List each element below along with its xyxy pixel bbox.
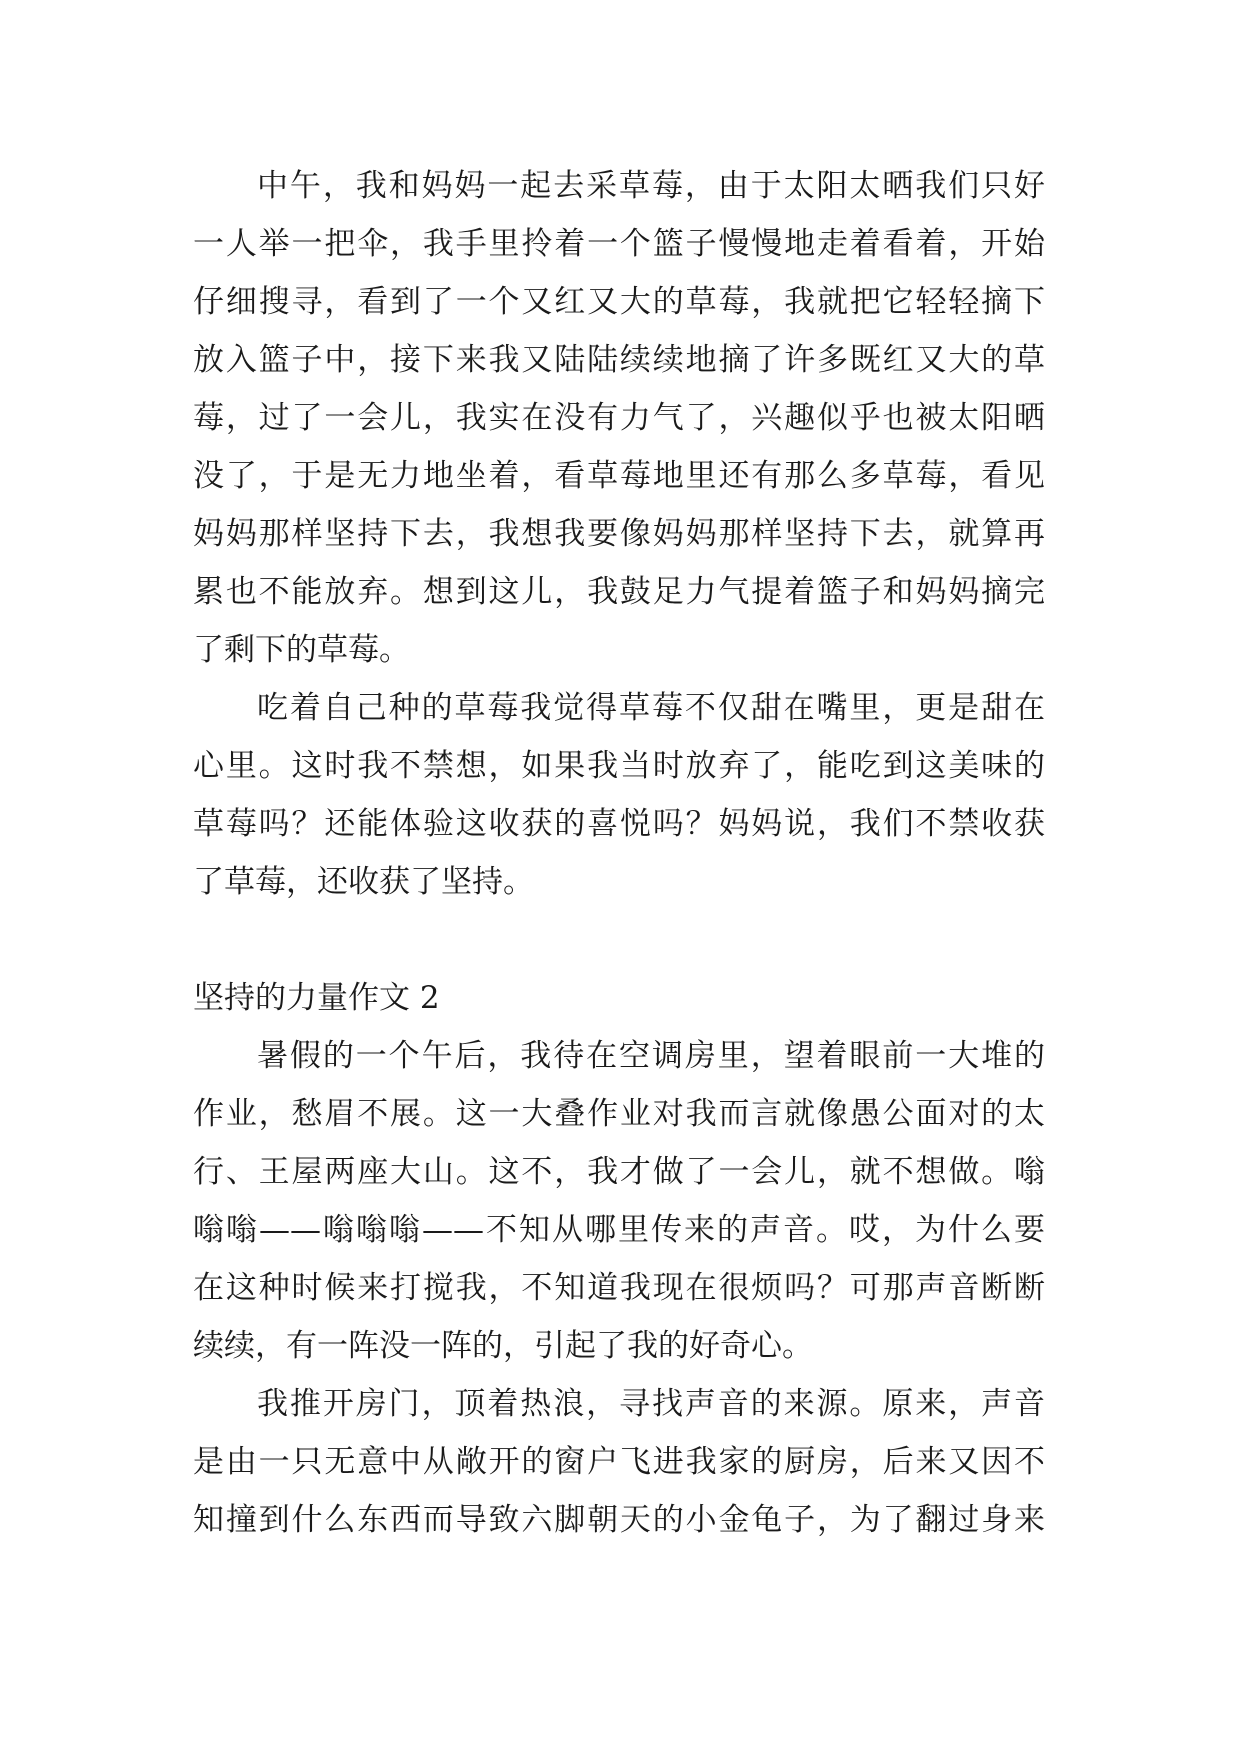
text-line: 草莓吗？还能体验这收获的喜悦吗？妈妈说，我们不禁收获 (193, 806, 1045, 842)
text-line: 放入篮子中，接下来我又陆陆续续地摘了许多既红又大的草 (193, 342, 1045, 378)
text-line: 续续，有一阵没一阵的，引起了我的好奇心。 (193, 1328, 813, 1364)
text-line: 知撞到什么东西而导致六脚朝天的小金龟子，为了翻过身来 (193, 1502, 1045, 1538)
text-line: 我推开房门，顶着热浪，寻找声音的来源。原来，声音 (257, 1386, 1045, 1422)
text-line: 一人举一把伞，我手里拎着一个篮子慢慢地走着看着，开始 (193, 226, 1045, 262)
text-line: 是由一只无意中从敞开的窗户飞进我家的厨房，后来又因不 (193, 1444, 1045, 1480)
text-line: 行、王屋两座大山。这不，我才做了一会儿，就不想做。嗡 (193, 1154, 1045, 1190)
text-line: 中午，我和妈妈一起去采草莓，由于太阳太晒我们只好 (257, 168, 1045, 204)
text-line: 嗡嗡——嗡嗡嗡——不知从哪里传来的声音。哎，为什么要 (193, 1212, 1045, 1248)
text-line: 作业，愁眉不展。这一大叠作业对我而言就像愚公面对的太 (193, 1096, 1045, 1132)
text-line: 没了，于是无力地坐着，看草莓地里还有那么多草莓，看见 (193, 458, 1045, 494)
text-line: 暑假的一个午后，我待在空调房里，望着眼前一大堆的 (257, 1038, 1045, 1074)
text-line: 莓，过了一会儿，我实在没有力气了，兴趣似乎也被太阳晒 (193, 400, 1045, 436)
text-line: 仔细搜寻，看到了一个又红又大的草莓，我就把它轻轻摘下 (193, 284, 1045, 320)
text-line: 了草莓，还收获了坚持。 (193, 864, 534, 900)
section-title: 坚持的力量作文 2 (193, 980, 440, 1016)
text-line: 累也不能放弃。想到这儿，我鼓足力气提着篮子和妈妈摘完 (193, 574, 1045, 610)
text-line: 妈妈那样坚持下去，我想我要像妈妈那样坚持下去，就算再 (193, 516, 1045, 552)
text-line: 吃着自己种的草莓我觉得草莓不仅甜在嘴里，更是甜在 (257, 690, 1045, 726)
text-line: 心里。这时我不禁想，如果我当时放弃了，能吃到这美味的 (193, 748, 1045, 784)
text-line: 了剩下的草莓。 (193, 632, 410, 668)
text-line: 在这种时候来打搅我，不知道我现在很烦吗？可那声音断断 (193, 1270, 1045, 1306)
